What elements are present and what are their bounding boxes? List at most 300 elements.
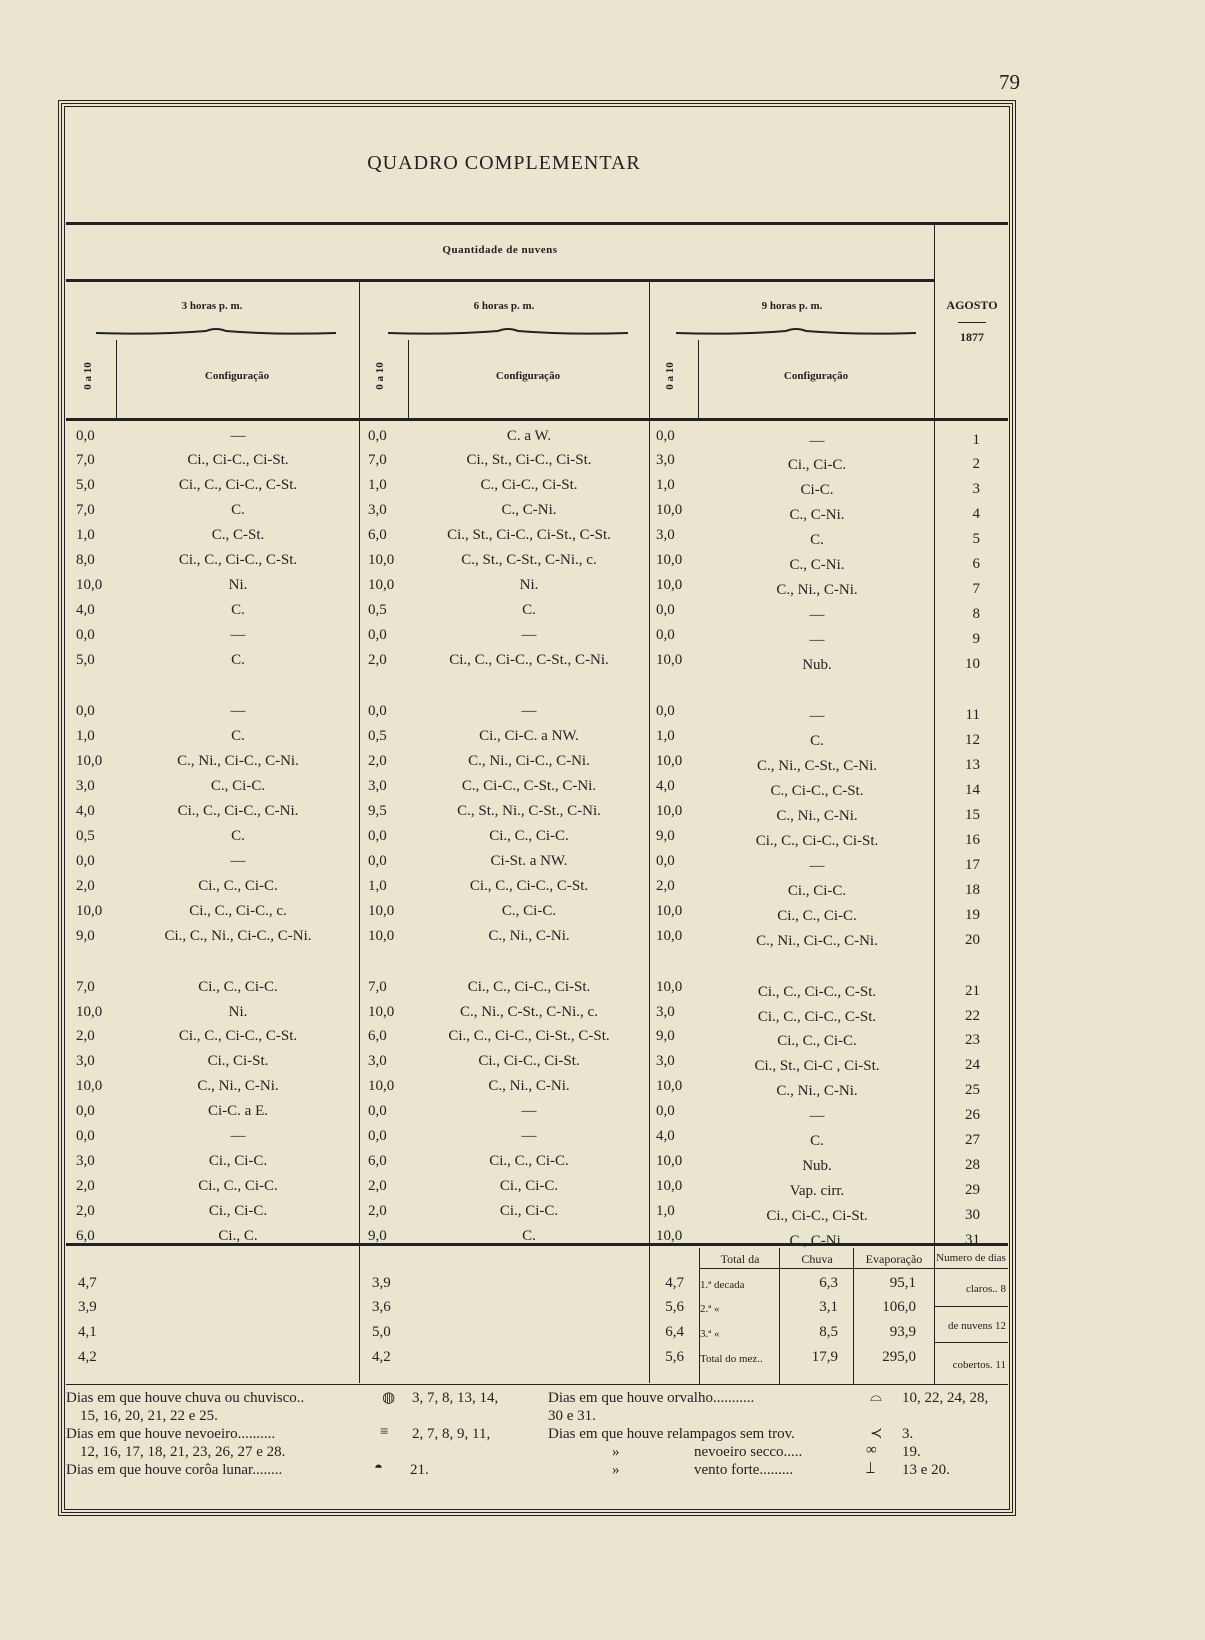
cloud-amount-3pm: 7,0 [76,979,95,995]
cloud-config-6pm: — [521,1103,537,1119]
decade-avg-6pm: 3,9 [372,1275,391,1291]
cloud-config-9pm: C., Ni., Ci-C., C-Ni. [756,933,878,949]
cloud-amount-3pm: 4,0 [76,803,95,819]
day-number: 22 [965,1008,980,1024]
decade-avg-9pm: 4,7 [665,1275,684,1291]
cloud-config-9pm: — [809,433,825,449]
ornament-rule-9pm [676,326,916,340]
cloud-config-3pm: Ci., Ci-St. [207,1053,269,1069]
cloud-amount-6pm: 0,0 [368,828,387,844]
lunar-corona-label: Dias em que houve corôa lunar........ [66,1462,283,1478]
rain-days-values-cont: 15, 16, 20, 21, 22 e 25. [80,1408,218,1424]
cloud-config-6pm: C., Ci-C. [501,903,557,919]
cloud-config-9pm: Ci., C., Ci-C., C-St. [757,984,877,1000]
cloud-amount-3pm: 5,0 [76,652,95,668]
cloud-amount-3pm: 10,0 [76,1004,103,1020]
fog-icon: ≡ [380,1424,389,1440]
cloud-config-6pm: — [521,703,537,719]
decade-label: 1.ª decada [700,1279,745,1291]
decade-label: 3.ª « [700,1328,720,1340]
config-header-9pm: Configuração [783,370,849,382]
cloud-amount-9pm: 10,0 [656,1078,683,1094]
cloud-amount-3pm: 1,0 [76,728,95,744]
cloud-config-6pm: C., Ni., C-Ni. [488,1078,570,1094]
cloud-amount-9pm: 10,0 [656,502,683,518]
day-number: 8 [972,606,980,622]
cloud-amount-3pm: 2,0 [76,878,95,894]
cloud-amount-6pm: 2,0 [368,1178,387,1194]
day-number: 10 [965,656,980,672]
cloud-config-3pm: Ni. [228,577,248,593]
strong-wind-icon: ⟘ [866,1461,875,1477]
cloud-amount-9pm: 4,0 [656,1128,675,1144]
decade-avg-6pm: 3,6 [372,1299,391,1315]
day-number: 12 [965,732,980,748]
decade-label: 2.ª « [700,1303,720,1315]
day-number: 7 [972,581,980,597]
cloud-amount-6pm: 1,0 [368,878,387,894]
day-number: 15 [965,807,980,823]
rain-total: 6,3 [819,1275,838,1291]
cloud-config-9pm: Ci., C., Ci-C. [777,1033,857,1049]
cloud-amount-6pm: 0,5 [368,728,387,744]
cloud-config-9pm: Ci., Ci-C., Ci-St. [766,1208,868,1224]
cloud-amount-9pm: 1,0 [656,1203,675,1219]
cloud-config-6pm: Ci., Ci-C. [499,1203,559,1219]
lunar-corona-values: 21. [410,1462,429,1478]
cloud-amount-3pm: 3,0 [76,1153,95,1169]
cloud-config-6pm: Ci., Ci-C. a NW. [479,728,579,744]
cloud-amount-3pm: 0,0 [76,853,95,869]
cloud-amount-6pm: 2,0 [368,753,387,769]
cloud-config-6pm: Ci., C., Ci-C., Ci-St., C-St. [448,1028,610,1044]
page-title: QUADRO COMPLEMENTAR [367,152,641,174]
summary-header-total: Total da [720,1252,760,1266]
cloud-config-6pm: — [521,1128,537,1144]
col-divider-3-6 [359,281,360,1383]
cloud-amount-3pm: 0,0 [76,627,95,643]
cloud-config-6pm: Ci., C., Ci-C. [489,828,569,844]
cloud-amount-6pm: 10,0 [368,928,395,944]
cloud-amount-9pm: 10,0 [656,753,683,769]
day-number: 24 [965,1057,980,1073]
col-divider-scale-6 [408,340,409,418]
dew-icon: ⌓ [870,1389,882,1405]
cloud-amount-6pm: 7,0 [368,452,387,468]
cloud-config-3pm: C. [231,728,245,744]
cloud-config-3pm: Ci., C., Ci-C. [198,1178,278,1194]
cloud-config-3pm: Ci., C., Ci-C. [198,878,278,894]
col-divider-day [934,225,935,1383]
cloud-amount-9pm: 3,0 [656,1053,675,1069]
day-number: 11 [965,707,980,723]
cloud-config-6pm: C., Ci-C., C-St., C-Ni. [461,778,597,794]
day-number: 25 [965,1082,980,1098]
rain-days-label: Dias em que houve chuva ou chuvisco.. [66,1390,305,1406]
cloud-config-3pm: — [230,703,246,719]
decade-avg-3pm: 4,1 [78,1324,97,1340]
cloud-amount-9pm: 10,0 [656,903,683,919]
decade-avg-6pm: 4,2 [372,1349,391,1365]
lightning-days-values: 3. [902,1426,914,1442]
day-number: 26 [965,1107,980,1123]
decade-avg-6pm: 5,0 [372,1324,391,1340]
day-number: 18 [965,882,980,898]
hour-header-9pm: 9 horas p. m. [761,300,823,312]
footer-top-rule [66,1384,1008,1385]
cloud-config-9pm: C., Ni., C-Ni. [776,808,858,824]
cloud-config-6pm: C., C-Ni. [501,502,557,518]
cloud-config-6pm: C., Ni., C-St., C-Ni., c. [460,1004,598,1020]
cloud-config-6pm: C., Ni., Ci-C., C-Ni. [468,753,590,769]
cloud-amount-6pm: 0,0 [368,1103,387,1119]
cloud-amount-9pm: 10,0 [656,1153,683,1169]
cloud-config-3pm: Ci., C., Ci-C., C-St. [178,552,298,568]
cloud-amount-6pm: 10,0 [368,577,395,593]
cloud-config-6pm: Ci., Ci-C. [499,1178,559,1194]
cloud-amount-3pm: 10,0 [76,1078,103,1094]
cloud-amount-6pm: 0,5 [368,602,387,618]
cloud-amount-6pm: 10,0 [368,1078,395,1094]
cloud-amount-9pm: 0,0 [656,703,675,719]
cloud-amount-9pm: 3,0 [656,452,675,468]
day-number: 14 [965,782,980,798]
quantity-header: Quantidade de nuvens [442,244,558,256]
cloud-config-6pm: Ci., St., Ci-C., Ci-St., C-St. [447,527,611,543]
cloud-config-3pm: C. [231,602,245,618]
rain-total: 17,9 [811,1349,838,1365]
cloud-amount-3pm: 2,0 [76,1203,95,1219]
cloud-config-6pm: C., Ni., C-Ni. [488,928,570,944]
decade-avg-9pm: 5,6 [665,1349,684,1365]
cloud-config-9pm: C., C-Ni. [789,507,845,523]
cloud-amount-3pm: 3,0 [76,778,95,794]
cloud-config-9pm: Ci., C., Ci-C., C-St. [757,1009,877,1025]
day-number: 30 [965,1207,980,1223]
decade-avg-3pm: 4,7 [78,1275,97,1291]
day-number: 16 [965,832,980,848]
dew-days-label: Dias em que houve orvalho........... [548,1390,755,1406]
cloud-amount-3pm: 2,0 [76,1028,95,1044]
fog-days-label: Dias em que houve nevoeiro.......... [66,1426,276,1442]
evaporation-total: 95,1 [889,1275,916,1291]
cloud-config-3pm: C. [231,502,245,518]
cloud-amount-9pm: 0,0 [656,602,675,618]
cloud-config-9pm: C., C-Ni. [789,557,845,573]
summary-header-rain: Chuva [801,1252,833,1266]
hour-header-3pm: 3 horas p. m. [181,300,243,312]
cloud-config-3pm: Ci., C., Ci-C., C-Ni. [177,803,299,819]
cloud-amount-6pm: 0,0 [368,1128,387,1144]
cloud-amount-3pm: 7,0 [76,452,95,468]
cloud-config-9pm: C., Ni., C-St., C-Ni. [756,758,877,774]
cloud-amount-6pm: 6,0 [368,1028,387,1044]
cloud-config-6pm: C., St., Ni., C-St., C-Ni. [457,803,601,819]
cloud-config-3pm: C., C-St. [211,527,265,543]
cloud-config-9pm: — [809,607,825,623]
day-number: 6 [972,556,980,572]
cloud-amount-6pm: 7,0 [368,979,387,995]
month-header: AGOSTO [946,298,998,312]
cloud-config-6pm: — [521,627,537,643]
cloud-config-9pm: C. [810,532,824,548]
cloud-amount-3pm: 5,0 [76,477,95,493]
cloud-amount-6pm: 0,0 [368,853,387,869]
cloud-amount-6pm: 10,0 [368,552,395,568]
month-header-divider [958,322,986,323]
cloud-config-3pm: — [230,1128,246,1144]
scale-label-9pm: 0 a 10 [664,362,676,390]
cloud-config-6pm: Ci., St., Ci-C., Ci-St. [466,452,592,468]
cloud-amount-9pm: 10,0 [656,577,683,593]
cloud-config-6pm: Ci., C., Ci-C. [489,1153,569,1169]
page-number: 79 [999,70,1020,94]
cloud-config-6pm: C., St., C-St., C-Ni., c. [461,552,597,568]
days-divider [934,1306,1008,1307]
col-divider-scale-9 [698,340,699,418]
day-number: 17 [965,857,980,873]
cloud-config-3pm: Ci., C., Ci-C. [198,979,278,995]
cloud-amount-3pm: 2,0 [76,1178,95,1194]
cloud-amount-3pm: 3,0 [76,1053,95,1069]
cloud-amount-6pm: 10,0 [368,903,395,919]
cloud-config-3pm: Ci., C., Ni., Ci-C., C-Ni. [164,928,312,944]
cloud-amount-6pm: 10,0 [368,1004,395,1020]
lightning-days-label: Dias em que houve relampagos sem trov. [548,1426,795,1442]
days-overcast: cobertos. 11 [952,1359,1006,1371]
cloud-amount-3pm: 10,0 [76,753,103,769]
cloud-amount-6pm: 0,0 [368,703,387,719]
cloud-config-6pm: C. a W. [506,428,552,444]
body-top-rule [66,418,1008,421]
rain-total: 3,1 [819,1299,838,1315]
ornament-rule-3pm [96,326,336,340]
cloud-amount-6pm: 3,0 [368,1053,387,1069]
config-header-6pm: Configuração [495,370,561,382]
cloud-amount-3pm: 0,5 [76,828,95,844]
cloud-amount-9pm: 10,0 [656,1228,683,1244]
day-number: 19 [965,907,980,923]
day-number: 3 [972,481,980,497]
cloud-amount-9pm: 1,0 [656,477,675,493]
dry-fog-icon: ∞ [866,1442,877,1458]
cloud-config-6pm: C., Ci-C., Ci-St. [480,477,578,493]
rain-total: 8,5 [819,1324,838,1340]
cloud-config-3pm: Ci., C. [218,1228,258,1244]
config-header-3pm: Configuração [204,370,270,382]
cloud-config-6pm: C. [522,1228,536,1244]
cloud-amount-3pm: 0,0 [76,1103,95,1119]
cloud-amount-6pm: 2,0 [368,652,387,668]
fog-days-values-cont: 12, 16, 17, 18, 21, 23, 26, 27 e 28. [80,1444,286,1460]
lightning-icon: ≺ [870,1426,883,1442]
decade-avg-3pm: 3,9 [78,1299,97,1315]
col-divider-scale-3 [116,340,117,418]
evaporation-total: 106,0 [882,1299,916,1315]
cloud-config-9pm: Ci., C., Ci-C., Ci-St. [755,833,879,849]
cloud-amount-3pm: 7,0 [76,502,95,518]
cloud-amount-9pm: 10,0 [656,979,683,995]
summary-header-rule [699,1268,1008,1269]
cloud-amount-3pm: 0,0 [76,1128,95,1144]
cloud-amount-9pm: 0,0 [656,627,675,643]
cloud-config-9pm: — [809,708,825,724]
strong-wind-label: vento forte......... [694,1462,794,1478]
day-number: 20 [965,932,980,948]
cloud-config-3pm: Ni. [228,1004,248,1020]
day-number: 4 [972,506,980,522]
cloud-config-9pm: — [809,1108,825,1124]
cloud-config-3pm: — [230,428,246,444]
cloud-amount-3pm: 1,0 [76,527,95,543]
cloud-config-9pm: C., Ci-C., C-St. [770,783,864,799]
cloud-config-9pm: Nub. [802,1158,832,1174]
cloud-config-3pm: Ci., Ci-C., Ci-St. [187,452,289,468]
cloud-amount-9pm: 10,0 [656,552,683,568]
cloud-config-9pm: C., Ni., C-Ni. [776,1083,858,1099]
cloud-config-9pm: Ci., St., Ci-C , Ci-St. [754,1058,880,1074]
cloud-config-3pm: — [230,627,246,643]
cloud-config-9pm: C. [810,1133,824,1149]
ditto-mark: » [612,1444,620,1460]
decade-avg-9pm: 6,4 [665,1324,684,1340]
cloud-config-9pm: Ci., C., Ci-C. [777,908,857,924]
day-number: 21 [965,983,980,999]
cloud-amount-9pm: 0,0 [656,853,675,869]
cloud-config-9pm: Nub. [802,657,832,673]
cloud-config-9pm: C., Ni., C-Ni. [776,582,858,598]
days-divider [934,1342,1008,1343]
cloud-amount-6pm: 1,0 [368,477,387,493]
cloud-amount-6pm: 6,0 [368,527,387,543]
day-number: 9 [972,631,980,647]
lunar-corona-icon: ◓ [374,1460,384,1476]
year-header: 1877 [960,330,984,344]
dry-fog-values: 19. [902,1444,921,1460]
day-number: 13 [965,757,980,773]
cloud-amount-9pm: 4,0 [656,778,675,794]
cloud-config-9pm: C., C-Ni. [789,1233,845,1249]
cloud-config-3pm: C., Ci-C. [210,778,266,794]
cloud-amount-3pm: 0,0 [76,428,95,444]
day-number: 2 [972,456,980,472]
cloud-amount-9pm: 10,0 [656,652,683,668]
cloud-amount-9pm: 10,0 [656,928,683,944]
cloud-config-6pm: Ci., C., Ci-C., C-St. [469,878,589,894]
day-number: 29 [965,1182,980,1198]
cloud-config-3pm: — [230,853,246,869]
days-clear: claros.. 8 [965,1283,1006,1295]
summary-header-days: Numero de dias [936,1252,1006,1264]
cloud-amount-9pm: 3,0 [656,527,675,543]
scale-label-3pm: 0 a 10 [82,362,94,390]
cloud-config-3pm: Ci., C., Ci-C., C-St. [178,477,298,493]
cloud-amount-6pm: 0,0 [368,627,387,643]
cloud-amount-6pm: 3,0 [368,778,387,794]
header-rule-mid [66,279,934,282]
cloud-amount-9pm: 10,0 [656,803,683,819]
cloud-config-3pm: Ci., C., Ci-C., C-St. [178,1028,298,1044]
cloud-config-6pm: Ci., C., Ci-C., Ci-St. [467,979,591,995]
day-number: 1 [972,432,980,448]
cloud-config-9pm: — [809,858,825,874]
cloud-config-9pm: C. [810,733,824,749]
cloud-amount-9pm: 9,0 [656,1028,675,1044]
rain-days-values: 3, 7, 8, 13, 14, [412,1390,499,1406]
evaporation-total: 295,0 [882,1349,916,1365]
cloud-config-9pm: Vap. cirr. [789,1183,845,1199]
cloud-config-9pm: Ci-C. [800,482,834,498]
cloud-config-3pm: C. [231,652,245,668]
dew-days-values: 10, 22, 24, 28, [902,1390,989,1406]
cloud-config-6pm: Ci., Ci-C., Ci-St. [478,1053,580,1069]
cloud-amount-9pm: 10,0 [656,1178,683,1194]
fog-days-values: 2, 7, 8, 9, 11, [412,1426,491,1442]
strong-wind-values: 13 e 20. [902,1462,950,1478]
cloud-config-6pm: Ni. [519,577,539,593]
cloud-amount-9pm: 0,0 [656,1103,675,1119]
cloud-amount-9pm: 3,0 [656,1004,675,1020]
cloud-amount-9pm: 0,0 [656,428,675,444]
days-cloudy: de nuvens 12 [947,1320,1006,1332]
cloud-amount-3pm: 8,0 [76,552,95,568]
cloud-amount-6pm: 3,0 [368,502,387,518]
cloud-amount-6pm: 2,0 [368,1203,387,1219]
cloud-amount-6pm: 6,0 [368,1153,387,1169]
cloud-amount-3pm: 10,0 [76,903,103,919]
ornament-rule-6pm [388,326,628,340]
cloud-config-6pm: Ci-St. a NW. [490,853,568,869]
ditto-mark: » [612,1462,620,1478]
cloud-config-3pm: Ci., Ci-C. [208,1153,268,1169]
cloud-amount-9pm: 2,0 [656,878,675,894]
day-number: 5 [972,531,980,547]
decade-avg-9pm: 5,6 [665,1299,684,1315]
cloud-config-3pm: C., Ni., Ci-C., C-Ni. [177,753,299,769]
cloud-amount-6pm: 0,0 [368,428,387,444]
rain-icon: ◍ [382,1390,396,1406]
cloud-config-3pm: Ci-C. a E. [208,1103,268,1119]
cloud-amount-3pm: 10,0 [76,577,103,593]
cloud-config-3pm: Ci., Ci-C. [208,1203,268,1219]
cloud-config-9pm: — [809,632,825,648]
cloud-amount-9pm: 9,0 [656,828,675,844]
day-number: 27 [965,1132,980,1148]
cloud-config-9pm: Ci., Ci-C. [787,883,847,899]
cloud-amount-3pm: 6,0 [76,1228,95,1244]
cloud-amount-3pm: 4,0 [76,602,95,618]
day-number: 28 [965,1157,980,1173]
scale-label-6pm: 0 a 10 [374,362,386,390]
cloud-config-9pm: Ci., Ci-C. [787,457,847,473]
dry-fog-label: nevoeiro secco..... [694,1444,803,1460]
summary-header-evaporation: Evaporação [865,1252,923,1266]
cloud-amount-6pm: 9,0 [368,1228,387,1244]
cloud-amount-9pm: 1,0 [656,728,675,744]
cloud-amount-3pm: 9,0 [76,928,95,944]
cloud-config-6pm: Ci., C., Ci-C., C-St., C-Ni. [449,652,609,668]
decade-label: Total do mez.. [700,1353,763,1365]
day-number: 23 [965,1032,980,1048]
hour-header-6pm: 6 horas p. m. [473,300,535,312]
cloud-amount-6pm: 9,5 [368,803,387,819]
cloud-config-3pm: C., Ni., C-Ni. [197,1078,279,1094]
cloud-config-3pm: C. [231,828,245,844]
header-rule-top [66,222,1008,225]
evaporation-total: 93,9 [889,1324,916,1340]
col-divider-6-9 [649,281,650,1383]
dew-days-values-cont: 30 e 31. [548,1408,596,1424]
